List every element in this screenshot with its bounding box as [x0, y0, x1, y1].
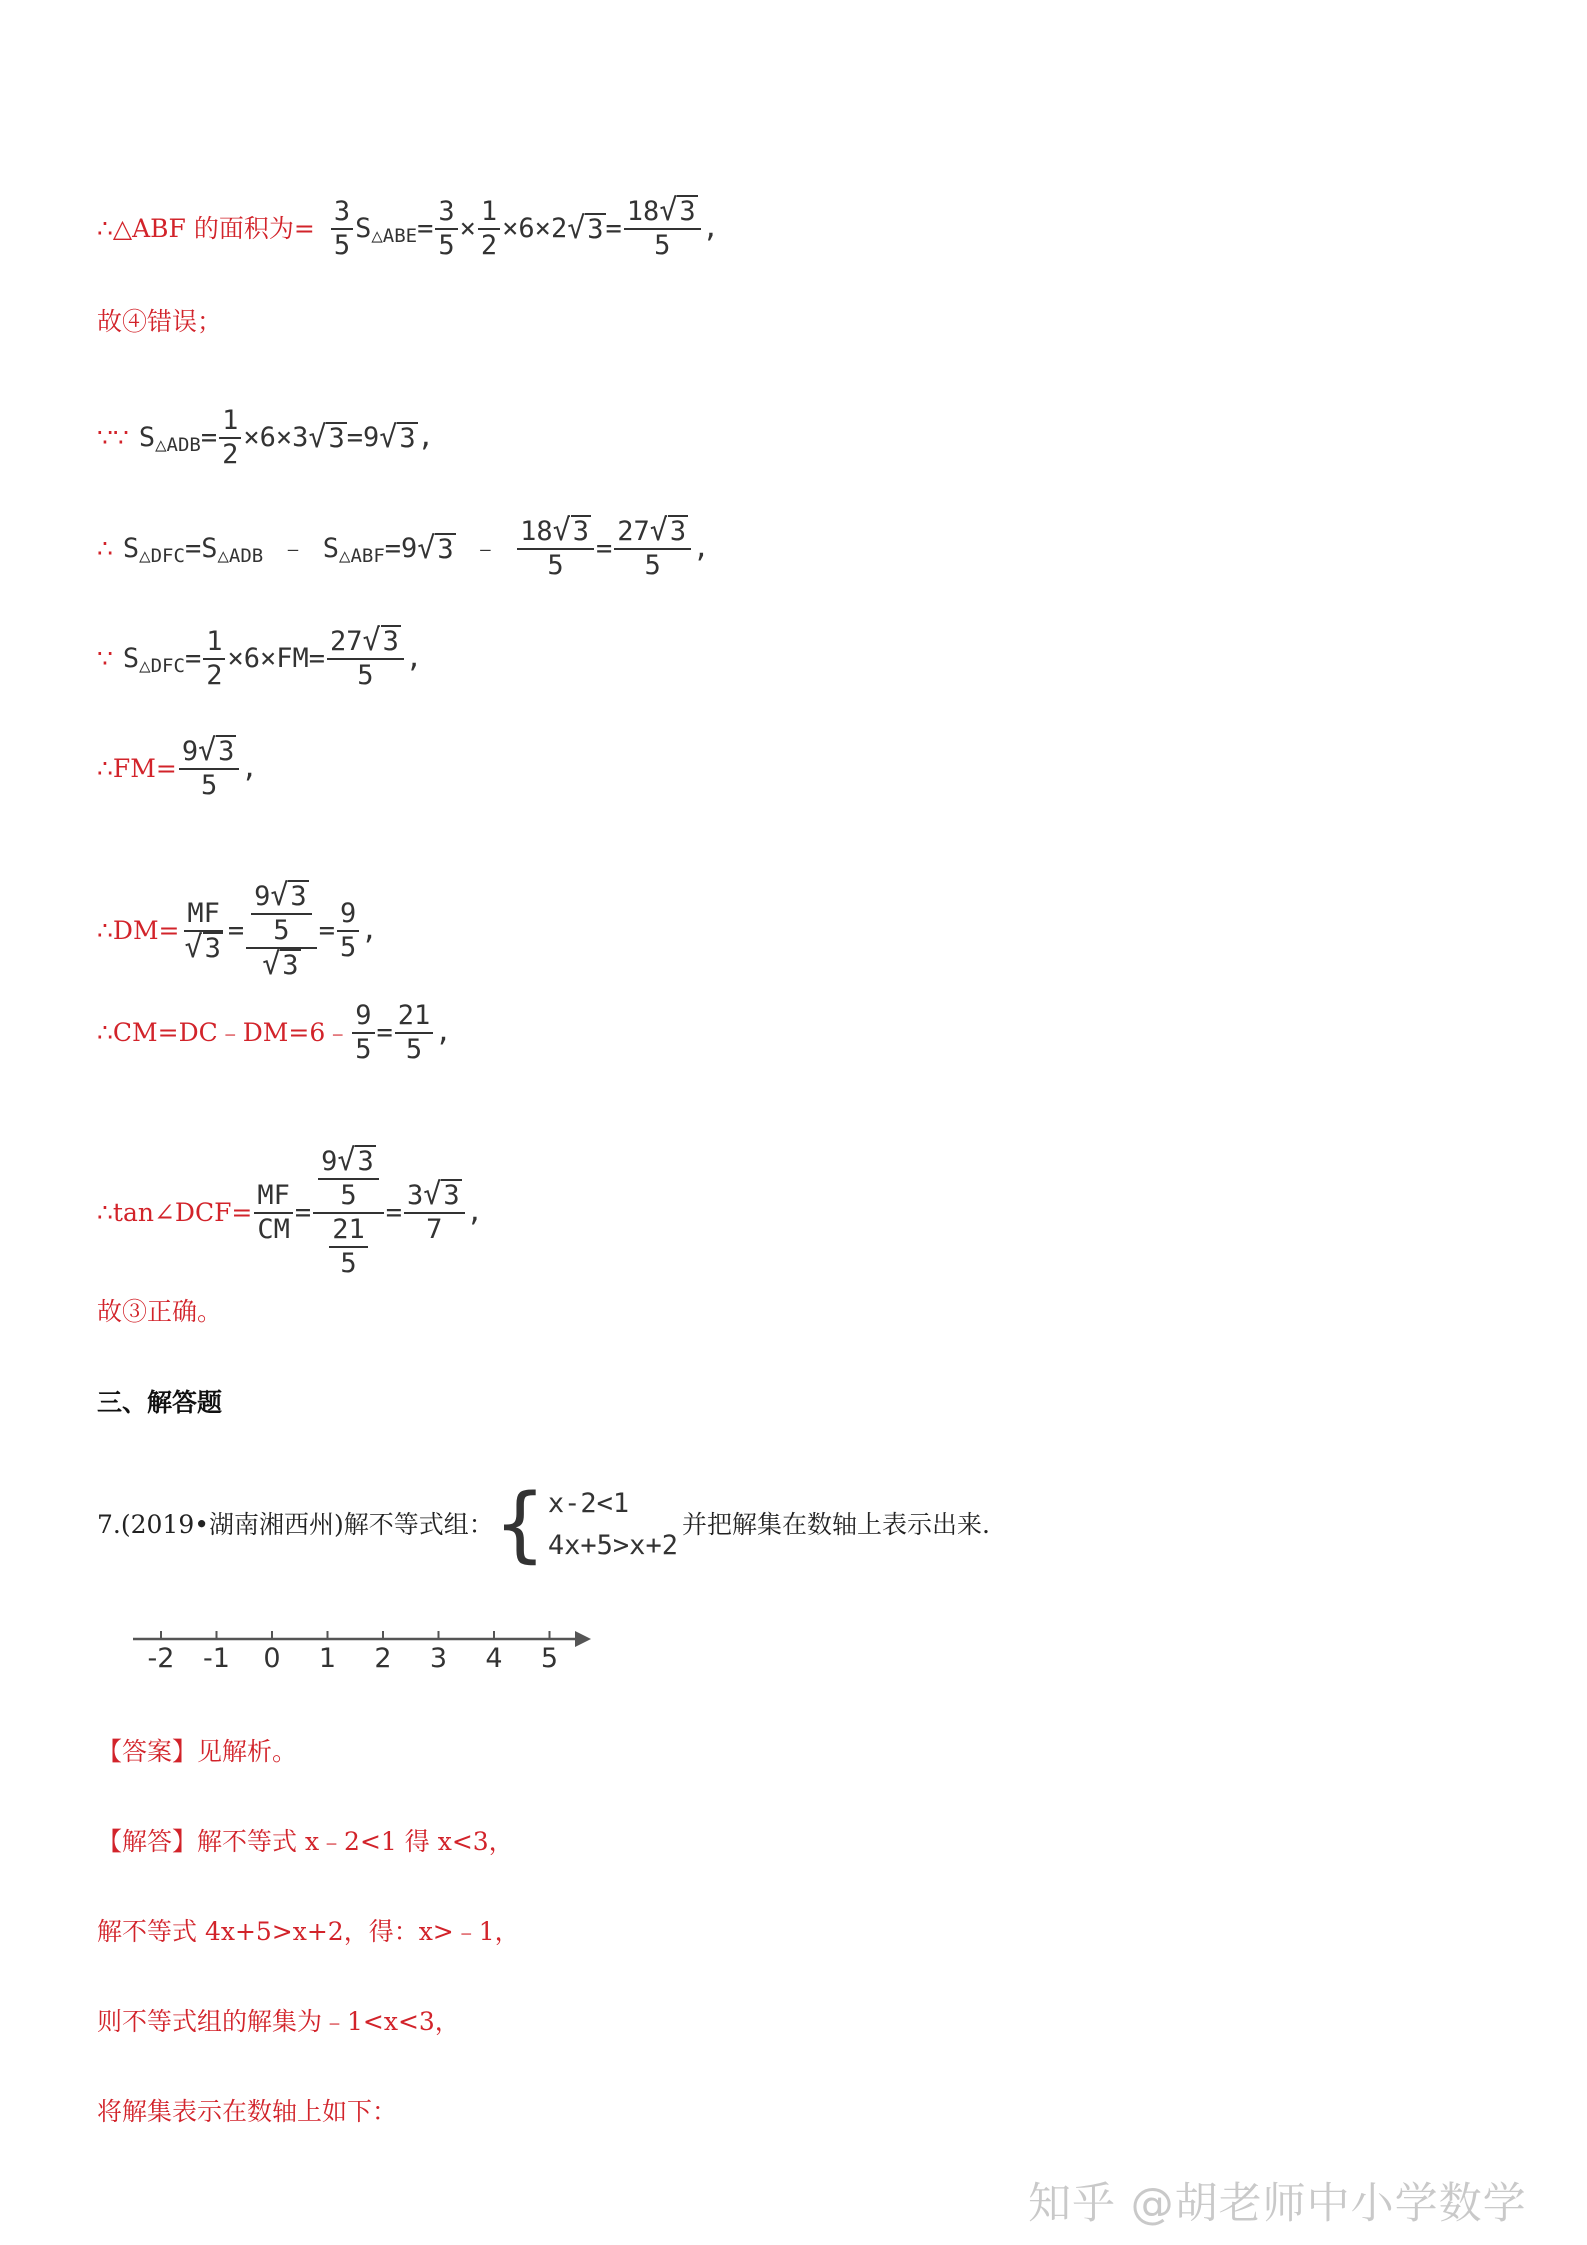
arrow-head: [575, 1631, 591, 1647]
number-line-ticks: [148, 1631, 559, 1674]
solution-line-conclusion-4: [97, 305, 222, 339]
question-7: [97, 1475, 990, 1575]
solution-step-3: [97, 2005, 460, 2039]
solution-line-area-dfc: [97, 515, 709, 582]
solution-step-1-text: 解不等式 x﹣2<1 得 x<3，: [197, 1827, 514, 1856]
number-line: [125, 1615, 605, 1675]
solution-line-dm: [97, 880, 377, 982]
solution-line-fm: [97, 735, 258, 802]
line-prefix: ∴FM=: [97, 753, 177, 783]
formula-tan: MF CM = 9 √ 3 5 $\frac{21}{5}$ = 3 √ 3 7 ,: [252, 1145, 483, 1280]
tick-label: -1: [203, 1643, 230, 1674]
formula-area-adb: S △ADB = 1 2 ×6×3 √ 3 =9 √ 3 ,: [138, 405, 434, 470]
tick-label: 3: [429, 1643, 448, 1674]
solution-step-4: [97, 2095, 397, 2129]
tick-label: 4: [485, 1643, 503, 1674]
inequality-2: 4x+5>x+2: [547, 1530, 678, 1561]
tick-label: 1: [318, 1643, 337, 1674]
solution-step-1: [97, 1825, 514, 1859]
inequality-system: [548, 1483, 678, 1567]
line-prefix: ∴CM=DC﹣DM=6﹣: [97, 1018, 351, 1047]
question-prefix: 7.(2019•湖南湘西州)解不等式组：: [97, 1510, 494, 1539]
conclusion-text: 故③正确。: [97, 1297, 223, 1326]
formula-dm: MF √ 3 = 9 √ 3 5 √ 3 = 9 5 ,: [184, 878, 378, 982]
solution-step-4-text: 将解集表示在数轴上如下：: [97, 2097, 398, 2126]
solution-line-area-dfc-fm: [97, 625, 422, 692]
tick-label: 5: [540, 1643, 559, 1674]
section-title: 三、解答题: [97, 1388, 223, 1417]
solution-line-tan: [97, 1145, 483, 1280]
answer-line: [97, 1735, 297, 1769]
solution-line-conclusion-3: [97, 1295, 222, 1329]
tick-label: -2: [147, 1643, 175, 1674]
answer-text: 见解析。: [197, 1737, 298, 1766]
formula-cm: 9 5 = 21 5 ,: [350, 1000, 451, 1066]
solution-step-2-text: 解不等式 4x+5>x+2，得：x>﹣1，: [97, 1917, 520, 1946]
line-prefix: ∵: [97, 643, 113, 673]
formula-area-dfc: S △DFC =S △ADB ﹣ S △ABF =9 √ 3 ﹣ 18 √ 3 5 = 27 √ 3 5 ,: [122, 513, 710, 581]
formula-dfc-fm: S △DFC = 1 2 ×6×FM= 27 √ 3 5 ,: [122, 623, 423, 691]
system-brace: {: [493, 1477, 546, 1572]
solution-label: 【解答】: [97, 1827, 198, 1856]
watermark: 知乎 @胡老师中小学数学: [1028, 2179, 1527, 2229]
solution-line-area-abf: [97, 195, 719, 262]
formula-fm: 9 √ 3 5 ,: [177, 735, 258, 802]
line-prefix: ∴: [97, 533, 113, 563]
line-prefix: ∴DM=: [97, 916, 180, 945]
answer-label: 【答案】: [97, 1737, 198, 1766]
conclusion-text: 故④错误；: [97, 307, 223, 336]
solution-step-2: [97, 1915, 520, 1949]
solution-line-area-adb: [97, 405, 434, 471]
tick-label: 2: [374, 1643, 392, 1674]
tick-label: 0: [263, 1643, 281, 1674]
question-suffix: 并把解集在数轴上表示出来.: [681, 1510, 990, 1539]
solution-line-cm: [97, 1000, 452, 1066]
formula-area-abf: 3 5 S △ABE = 3 5 × 1 2 ×6×2 √ 3 = 18 √ 3 5 ,: [329, 195, 719, 262]
solution-step-3-text: 则不等式组的解集为﹣1<x<3，: [97, 2007, 460, 2036]
line-prefix: ∴△ABF 的面积为=: [97, 213, 315, 243]
inequality-1: x-2<1: [547, 1488, 630, 1519]
line-prefix: ∵∵: [97, 423, 129, 452]
line-prefix: ∴tan∠DCF=: [97, 1197, 253, 1227]
